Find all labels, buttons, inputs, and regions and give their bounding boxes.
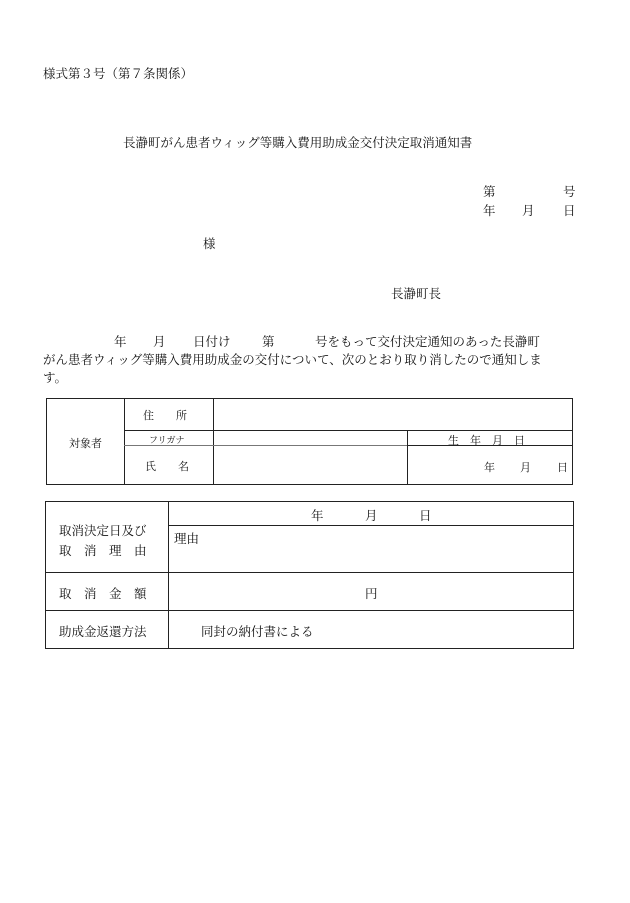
address-label: 住 所 bbox=[143, 409, 187, 422]
date-month: 月 bbox=[522, 203, 535, 218]
reason-label: 理由 bbox=[174, 531, 200, 546]
refund-method-value: 同封の納付書による bbox=[201, 624, 314, 639]
cancel-date-reason-label-1: 取消決定日及び bbox=[59, 523, 147, 538]
amount-unit: 円 bbox=[365, 586, 378, 601]
birth-day: 日 bbox=[557, 461, 568, 474]
form-number: 様式第３号（第７条関係） bbox=[43, 66, 194, 81]
body-line2: がん患者ウィッグ等購入費用助成金の交付について、次のとおり取り消したので通知しま bbox=[43, 352, 542, 367]
body-month: 月 bbox=[153, 334, 166, 349]
body-line3: す。 bbox=[43, 370, 68, 385]
refund-method-label: 助成金返還方法 bbox=[59, 624, 147, 639]
cancel-date-reason-label-2: 取 消 理 由 bbox=[59, 543, 147, 558]
birth-month: 月 bbox=[520, 461, 531, 474]
cancel-date-year: 年 bbox=[311, 508, 324, 523]
furigana-label: フリガナ bbox=[149, 436, 185, 446]
date-year: 年 bbox=[483, 203, 496, 218]
name-label: 氏 名 bbox=[145, 460, 189, 473]
body-line1-rest: 号をもって交付決定通知のあった長瀞町 bbox=[315, 334, 540, 349]
target-person-label: 対象者 bbox=[69, 437, 102, 450]
body-dai: 第 bbox=[262, 334, 275, 349]
cancel-date-day: 日 bbox=[419, 508, 432, 523]
date-day: 日 bbox=[563, 203, 576, 218]
body-year: 年 bbox=[114, 334, 127, 349]
cancel-amount-label: 取 消 金 額 bbox=[59, 586, 147, 601]
body-day-tsuke: 日付け bbox=[193, 334, 231, 349]
birth-year: 年 bbox=[484, 461, 495, 474]
doc-no-prefix: 第 bbox=[483, 184, 496, 199]
cancel-date-month: 月 bbox=[365, 508, 378, 523]
sender: 長瀞町長 bbox=[391, 286, 442, 301]
document-title: 長瀞町がん患者ウィッグ等購入費用助成金交付決定取消通知書 bbox=[123, 135, 473, 150]
doc-no-suffix: 号 bbox=[563, 184, 576, 199]
addressee-suffix: 様 bbox=[203, 236, 216, 251]
birthdate-header: 生 年 月 日 bbox=[448, 434, 525, 447]
